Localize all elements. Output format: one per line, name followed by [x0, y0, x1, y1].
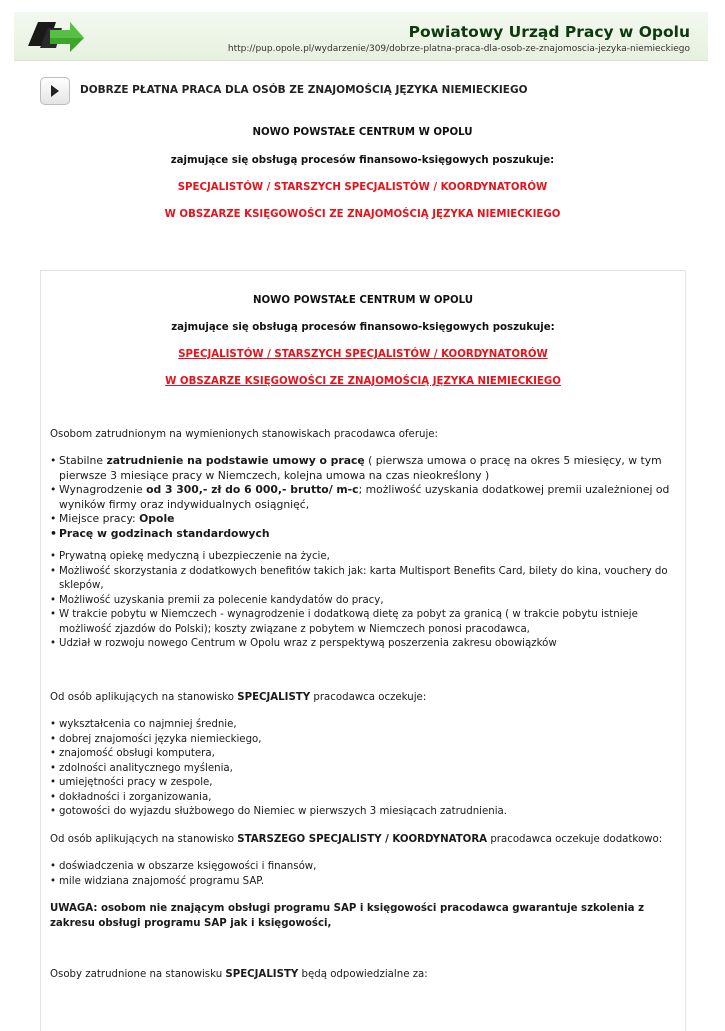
intro-positions: SPECJALISTÓW / STARSZYCH SPECJALISTÓW / KOORDYNATORÓW [177, 182, 548, 193]
list-item: • mile widziana znajomość programu SAP. [50, 875, 680, 890]
list-item: • Udział w rozwoju nowego Centrum w Opolu wraz z perspektywą poszerzenia zakresu obowiązków [50, 637, 680, 652]
list-item: • dobrej znajomości języka niemieckiego, [50, 733, 680, 748]
body-subheading: zajmujące się obsługą procesów finansowo-księgowych poszukuje: [171, 322, 555, 333]
list-item: • umiejętności pracy w zespole, [50, 776, 680, 791]
senior-requirements [50, 860, 680, 889]
post-title: DOBRZE PŁATNA PRACA DLA OSÓB ZE ZNAJOMOŚCIĄ JĘZYKA NIEMIECKIEGO [80, 84, 528, 96]
intro-area: W OBSZARZE KSIĘGOWOŚCI ZE ZNAJOMOŚCIĄ JĘZYKA NIEMIECKIEGO [164, 209, 561, 220]
logo-arrow-icon [26, 18, 86, 56]
list-item: • Stabilne zatrudnienie na podstawie umowy o pracę ( pierwsza umowa o pracę na okres 5 miesięcy, w tym pierwsze 3 miesiące pracy w Niemczech, kolejna umowa na czas nieokreślony ) [50, 454, 680, 483]
page-url[interactable]: http://pup.opole.pl/wydarzenie/309/dobrze-platna-praca-dla-osob-ze-znajomoscia-jezyka-niemieckiego [227, 44, 690, 54]
list-item: • znajomość obsługi komputera, [50, 747, 680, 762]
list-item: • Pracę w godzinach standardowych [50, 527, 680, 542]
specialist-intro: Od osób aplikujących na stanowisko SPECJALISTY pracodawca oczekuje: [50, 692, 427, 703]
list-item: • Możliwość skorzystania z dodatkowych benefitów takich jak: karta Multisport Benefits Card, bilety do kina, vouchery do sklepów, [50, 565, 680, 594]
list-item: • W trakcie pobytu w Niemczech - wynagrodzenie i dodatkową dietę za pobyt za granicą ( w trakcie pobytu istnieje możliwość zjazdów do Polski); koszty związane z pobytem w Niemczech ponosi pracodawca, [50, 608, 680, 637]
intro-subheading: zajmujące się obsługą procesów finansowo-księgowych poszukuje: [170, 155, 555, 166]
intro-heading: NOWO POWSTAŁE CENTRUM W OPOLU [252, 127, 473, 138]
list-item: • Miejsce pracy: Opole [50, 512, 680, 527]
sap-note: UWAGA: osobom nie znającym obsługi programu SAP i księgowości pracodawca gwarantuje szkolenia z zakresu obsługi programu SAP jak i księgowości, [50, 903, 645, 929]
content-box [40, 270, 686, 1031]
list-item: • Możliwość uzyskania premii za polecenie kandydatów do pracy, [50, 594, 680, 609]
list-item: • wykształcenia co najmniej średnie, [50, 718, 680, 733]
body-area: W OBSZARZE KSIĘGOWOŚCI ZE ZNAJOMOŚCIĄ JĘZYKA NIEMIECKIEGO [165, 376, 561, 387]
senior-intro: Od osób aplikujących na stanowisko STARSZEGO SPECJALISTY / KOORDYNATORA pracodawca oczekuje dodatkowo: [50, 834, 663, 845]
body-positions: SPECJALISTÓW / STARSZYCH SPECJALISTÓW / KOORDYNATORÓW [178, 349, 548, 360]
expand-button[interactable] [40, 77, 70, 105]
list-item: • Prywatną opiekę medyczną i ubezpieczenie na życie, [50, 550, 680, 565]
offer-intro: Osobom zatrudnionym na wymienionych stanowiskach pracodawca oferuje: [50, 429, 438, 440]
site-title: Powiatowy Urząd Pracy w Opolu [408, 23, 690, 41]
list-item: • gotowości do wyjazdu służbowego do Niemiec w pierwszych 3 miesiącach zatrudnienia. [50, 805, 680, 820]
responsibilities-intro: Osoby zatrudnione na stanowisku SPECJALISTY będą odpowiedzialne za: [50, 969, 428, 980]
specialist-requirements [50, 718, 680, 820]
list-item: • zdolności analitycznego myślenia, [50, 762, 680, 777]
body-heading: NOWO POWSTAŁE CENTRUM W OPOLU [252, 295, 474, 306]
site-header [14, 12, 708, 61]
list-item: • dokładności i zorganizowania, [50, 791, 680, 806]
play-arrow-icon [50, 85, 60, 97]
list-item: • Wynagrodzenie od 3 300,- zł do 6 000,- brutto/ m-c; możliwość uzyskania dodatkowej premii uzależnionej od wyników firmy oraz indywidualnych osiągnięć, [50, 483, 680, 512]
list-item: • doświadczenia w obszarze księgowości i finansów, [50, 860, 680, 875]
offer-list [50, 454, 680, 541]
benefits-list [50, 550, 680, 652]
